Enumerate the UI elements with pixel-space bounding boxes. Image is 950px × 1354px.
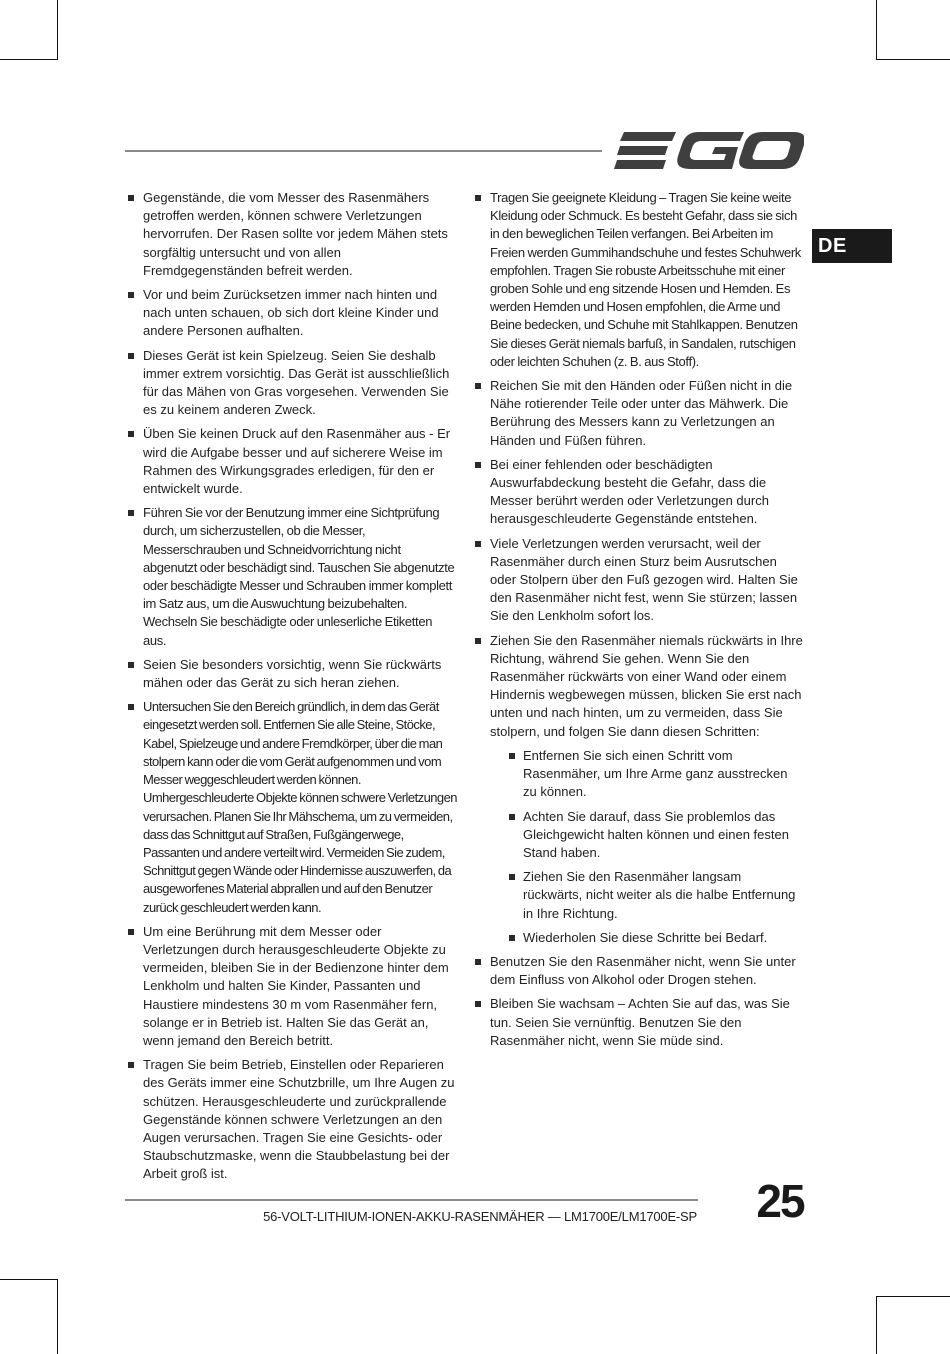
list-item: Führen Sie vor der Benutzung immer eine Sichtprüfung durch, um sicherzustellen, ob die Messer, Messerschrauben und Schneidvorrichtung nicht abgenutzt oder beschädigt sind. Tauschen Sie abgenutzte oder beschädigte Messer und Schrauben immer komplett im Satz aus, um die Auswuchtung beizubehalten. Wechseln Sie beschädigte oder unleserliche Etiketten aus.	[127, 504, 457, 650]
list-item: Vor und beim Zurücksetzen immer nach hinten und nach unten schauen, ob sich dort kleine Kinder und andere Personen aufhalten.	[127, 286, 457, 341]
list-item: Dieses Gerät ist kein Spielzeug. Seien Sie deshalb immer extrem vorsichtig. Das Gerät ist ausschließlich für das Mähen von Gras vorgesehen. Verwenden Sie es zu keinem anderen Zweck.	[127, 347, 457, 420]
crop-mark	[0, 59, 58, 60]
list-item: Gegenstände, die vom Messer des Rasenmähers getroffen werden, können schwere Verletzungen hervorrufen. Der Rasen sollte vor jedem Mähen stets sorgfältig untersucht und von allen Fremdgegenständen befreit werden.	[127, 189, 457, 280]
left-bullet-list	[127, 189, 457, 1184]
crop-mark	[876, 1296, 877, 1354]
list-item: Viele Verletzungen werden verursacht, weil der Rasenmäher durch einen Sturz beim Ausrutschen oder Stolpern über den Fuß gezogen wird. Halten Sie den Rasenmäher nicht fest, wenn Sie stürzen; lassen Sie den Lenkholm sofort los.	[474, 535, 804, 626]
crop-mark	[876, 0, 877, 60]
sub-bullet-list	[490, 747, 804, 947]
right-column	[474, 189, 804, 1056]
footer-product-line: 56-VOLT-LITHIUM-IONEN-AKKU-RASENMÄHER — LM1700E/LM1700E-SP	[263, 1209, 697, 1224]
sub-list-item: Achten Sie darauf, dass Sie problemlos das Gleichgewicht halten können und einen festen Stand haben.	[490, 808, 804, 863]
crop-mark	[57, 0, 58, 60]
footer-rule	[125, 1199, 698, 1201]
header-rule	[125, 150, 602, 152]
list-item: Um eine Berührung mit dem Messer oder Verletzungen durch herausgeschleuderte Objekte zu vermeiden, bleiben Sie in der Bedienzone hinter dem Lenkholm und halten Sie Kinder, Passanten und Haustiere mindestens 30 m vom Rasenmäher fern, solange er in Betrieb ist. Halten Sie das Gerät an, wenn jemand den Bereich betritt.	[127, 923, 457, 1050]
list-item: Benutzen Sie den Rasenmäher nicht, wenn Sie unter dem Einfluss von Alkohol oder Drogen stehen.	[474, 953, 804, 989]
list-item: Reichen Sie mit den Händen oder Füßen nicht in die Nähe rotierender Teile oder unter das Mähwerk. Die Berührung des Messers kann zu Verletzungen an Händen und Füßen führen.	[474, 377, 804, 450]
list-item: Tragen Sie beim Betrieb, Einstellen oder Reparieren des Geräts immer eine Schutzbrille, um Ihre Augen zu schützen. Herausgeschleuderte und zurückprallende Gegenstände können schwere Verletzungen an den Augen verursachen. Tragen Sie eine Gesichts- oder Staubschutzmaske, wenn die Staubbelastung bei der Arbeit groß ist.	[127, 1056, 457, 1183]
list-item: Untersuchen Sie den Bereich gründlich, in dem das Gerät eingesetzt werden soll. Entfernen Sie alle Steine, Stöcke, Kabel, Spielzeuge und andere Fremdkörper, über die man stolpern kann oder die vom Gerät aufgenommen und vom Messer weggeschleudert werden können. Umhergeschleuderte Objekte können schwere Verletzungen verursachen. Planen Sie Ihr Mähschema, um zu vermeiden, dass das Schnittgut auf Straßen, Fußgängerwege, Passanten und andere verteilt wird. Vermeiden Sie zudem, Schnittgut gegen Wände oder Hindernisse auszuwerfen, da ausgeworfenes Material abprallen und auf den Benutzer zurück geschleudert werden kann.	[127, 698, 457, 916]
list-item	[474, 632, 804, 947]
list-item: Bei einer fehlenden oder beschädigten Auswurfabdeckung besteht die Gefahr, dass die Messer berührt werden oder Verletzungen durch herausgeschleuderte Gegenstände entstehen.	[474, 456, 804, 529]
list-item: Seien Sie besonders vorsichtig, wenn Sie rückwärts mähen oder das Gerät zu sich heran ziehen.	[127, 656, 457, 692]
list-item: Bleiben Sie wachsam – Achten Sie auf das, was Sie tun. Seien Sie vernünftig. Benutzen Sie den Rasenmäher nicht, wenn Sie müde sind.	[474, 995, 804, 1050]
sub-list-item: Ziehen Sie den Rasenmäher langsam rückwärts, nicht weiter als die halbe Entfernung in Ihre Richtung.	[490, 868, 804, 923]
list-item: Üben Sie keinen Druck auf den Rasenmäher aus - Er wird die Aufgabe besser und auf sicherere Weise im Rahmen des Wirkungsgrades erledigen, für den er entwickelt wurde.	[127, 425, 457, 498]
sub-list-item: Entfernen Sie sich einen Schritt vom Rasenmäher, um Ihre Arme ganz ausstrecken zu können.	[490, 747, 804, 802]
crop-mark	[876, 59, 950, 60]
ego-logo	[614, 126, 804, 176]
page-number: 25	[756, 1175, 804, 1227]
list-item: Tragen Sie geeignete Kleidung – Tragen Sie keine weite Kleidung oder Schmuck. Es besteht Gefahr, dass sie sich in den beweglichen Teilen verfangen. Bei Arbeiten im Freien werden Gummihandschuhe und festes Schuhwerk empfohlen. Tragen Sie robuste Arbeitsschuhe mit einer groben Sohle und eng sitzende Hosen und Hemden. Es werden Hemden und Hosen empfohlen, die Arme und Beine bedecken, und Schuhe mit Stahlkappen. Benutzen Sie dieses Gerät niemals barfuß, in Sandalen, rutschigen oder leichten Schuhen (z. B. aus Stoff).	[474, 189, 804, 371]
right-bullet-list	[474, 189, 804, 1050]
crop-mark	[876, 1296, 950, 1297]
left-column	[127, 189, 457, 1190]
crop-mark	[57, 1279, 58, 1354]
sub-list-item: Wiederholen Sie diese Schritte bei Bedarf.	[490, 929, 804, 947]
language-tab: DE	[812, 229, 892, 263]
crop-mark	[0, 1279, 58, 1280]
list-item-text: Ziehen Sie den Rasenmäher niemals rückwärts in Ihre Richtung, während Sie gehen. Wenn Sie den Rasenmäher rückwärts von einer Wand oder einem Hindernis wegbewegen müssen, blicken Sie erst nach unten und nach hinten, um zu vermeiden, dass Sie stolpern, und folgen Sie dann diesen Schritten:	[490, 632, 803, 739]
